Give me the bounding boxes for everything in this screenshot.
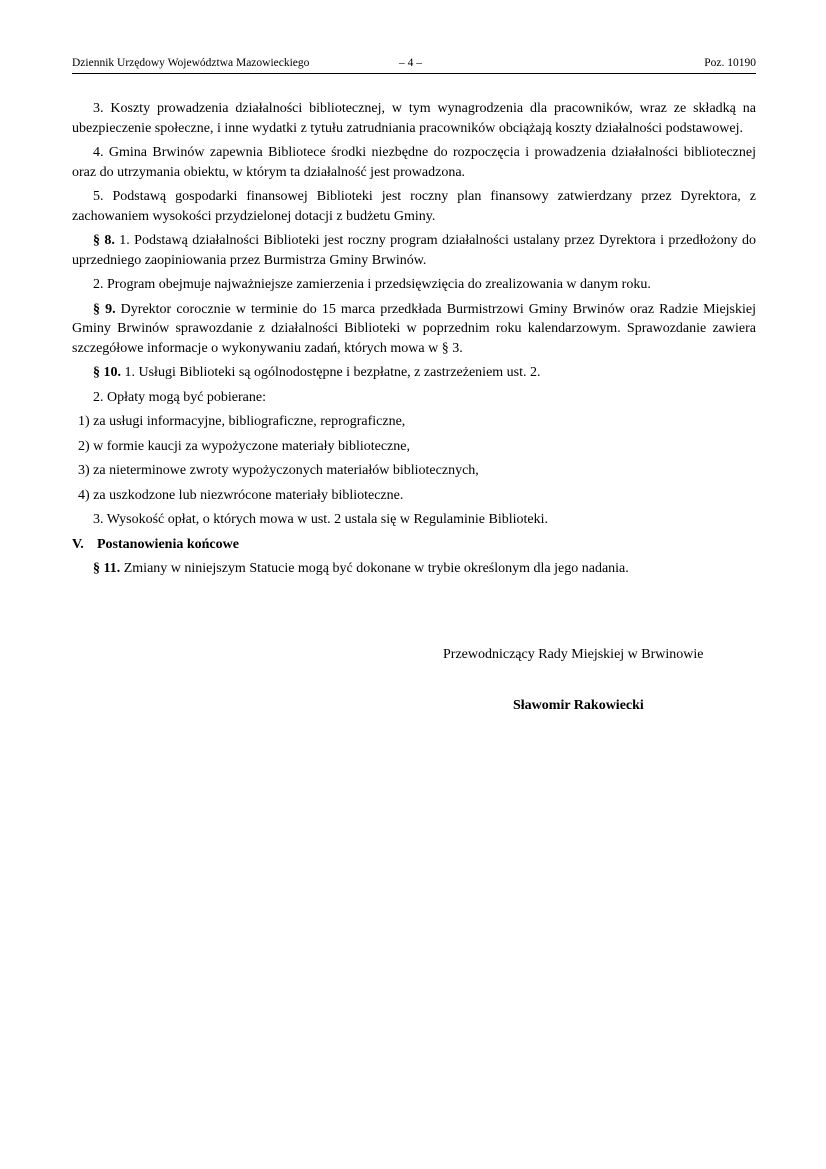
section-10-text: 1. Usługi Biblioteki są ogólnodostępne i bezpłatne, z zastrzeżeniem ust. 2. xyxy=(121,365,541,380)
page-number: – 4 – xyxy=(399,57,422,69)
section-11-mark: § 11. xyxy=(93,561,121,576)
section-8-text: 1. Podstawą działalności Biblioteki jest roczny program działalności ustalany przez Dyrektora i przedłożony do uprzedniego zaopiniowania przez Burmistrza Gminy Brwinów. xyxy=(72,233,756,268)
page-header xyxy=(72,55,756,74)
document-body xyxy=(72,99,756,584)
section-number: V. xyxy=(72,536,84,552)
list-item: 2) w formie kaucji za wypożyczone materiały biblioteczne, xyxy=(78,438,410,454)
list-item: 4) za uszkodzone lub niezwrócone materiały biblioteczne. xyxy=(78,487,404,503)
list-item: 3) za nieterminowe zwroty wypożyczonych materiałów bibliotecznych, xyxy=(78,463,479,478)
journal-title: Dziennik Urzędowy Województwa Mazowieckiego xyxy=(72,57,310,69)
paragraph-program: 2. Program obejmuje najważniejsze zamierzenia i przedsięwzięcia do zrealizowania w danym roku. xyxy=(93,277,651,292)
section-10-mark: § 10. xyxy=(93,365,121,380)
paragraph-costs: 3. Koszty prowadzenia działalności bibliotecznej, w tym wynagrodzenia dla pracowników, wraz ze składką na ubezpieczenie społeczne, i inne wydatki z tytułu zatrudniania pracowników obciążają koszty działalności podstawowej. xyxy=(72,101,756,136)
paragraph-fee-amount: 3. Wysokość opłat, o których mowa w ust. 2 ustala się w Regulaminie Biblioteki. xyxy=(93,512,549,527)
position-number: Poz. 10190 xyxy=(704,57,756,69)
paragraph-section-9 xyxy=(72,300,756,359)
paragraph-section-8 xyxy=(72,231,756,270)
list-item: 1) za usługi informacyjne, bibliograficzne, reprograficzne, xyxy=(78,414,406,429)
section-heading xyxy=(72,535,756,555)
signature-name: Sławomir Rakowiecki xyxy=(513,698,644,713)
section-title: Postanowienia końcowe xyxy=(97,536,239,552)
paragraph-financial-plan: 5. Podstawą gospodarki finansowej Biblioteki jest roczny plan finansowy zatwierdzany przez Dyrektora, z zachowaniem wysokości przydzielonej dotacji z budżetu Gminy. xyxy=(72,189,756,224)
section-8-mark: § 8. xyxy=(93,233,115,248)
paragraph-section-11 xyxy=(72,559,756,579)
paragraph-gmina-funds: 4. Gmina Brwinów zapewnia Bibliotece środki niezbędne do rozpoczęcia i prowadzenia działalności bibliotecznej oraz do utrzymania obiektu, w którym ta działalność jest prowadzona. xyxy=(72,145,756,180)
section-11-text: Zmiany w niniejszym Statucie mogą być dokonane w trybie określonym dla jego nadania. xyxy=(120,561,629,576)
section-9-mark: § 9. xyxy=(93,301,116,317)
paragraph-fees: 2. Opłaty mogą być pobierane: xyxy=(93,389,267,405)
paragraph-section-10 xyxy=(72,363,756,383)
signature-role: Przewodniczący Rady Miejskiej w Brwinowie xyxy=(443,647,704,662)
section-9-text: Dyrektor corocznie w terminie do 15 marca przedkłada Burmistrzowi Gminy Brwinów oraz Radzie Miejskiej Gminy Brwinów sprawozdanie z działalności Biblioteki w poprzednim roku kalendarzowym. Sprawozdanie zawiera szczegółowe informacje o wykonywaniu zadań, których mowa w § 3. xyxy=(72,301,757,356)
